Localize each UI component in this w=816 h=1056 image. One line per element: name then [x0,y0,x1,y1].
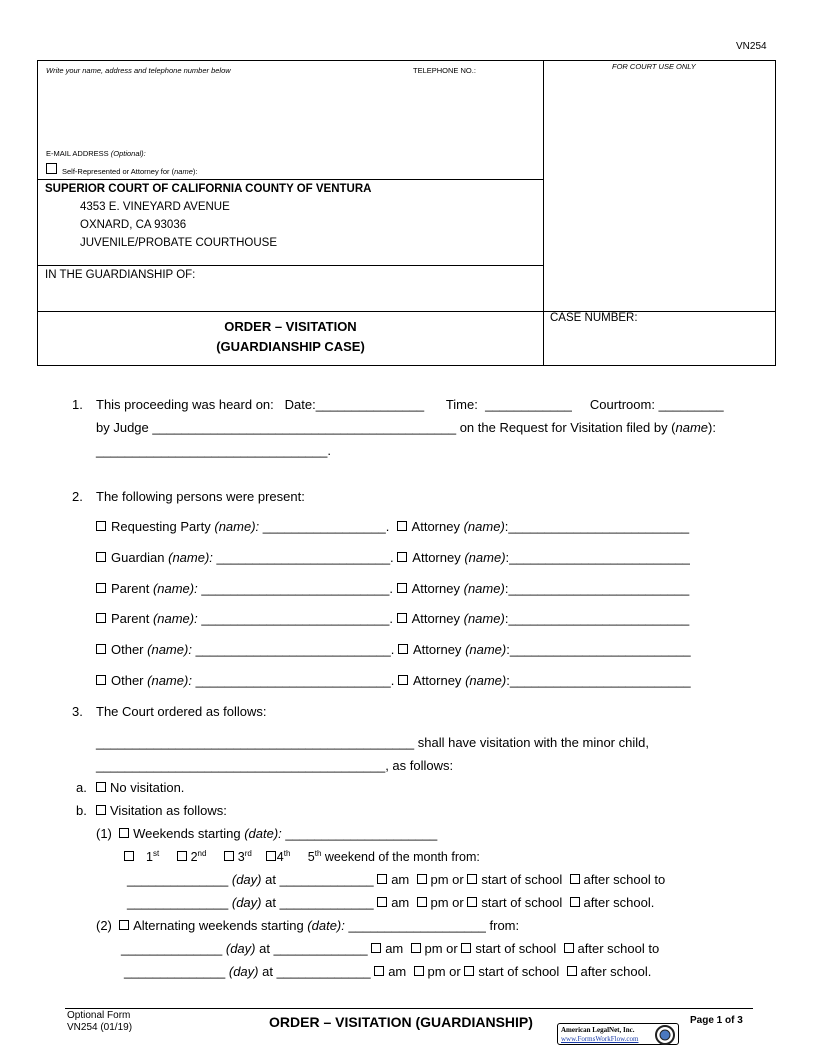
party-checkbox[interactable] [96,583,106,593]
judge-field[interactable]: __________________________________________ [152,420,457,435]
item1-number: 1. [72,397,83,412]
attorney-name-field[interactable]: _________________________ [509,550,690,565]
form-title-line2: (GUARDIANSHIP CASE) [216,339,365,354]
am-checkbox[interactable] [374,966,384,976]
footer-optional-form: Optional Form [67,1010,131,1021]
am-checkbox[interactable] [377,897,387,907]
write-name-label: Write your name, address and telephone number below [46,66,231,75]
telephone-label: TELEPHONE NO.: [413,66,476,75]
party-checkbox[interactable] [96,521,106,531]
person-row: Parent (name): __________________________. Attorney (name):_________________________ [96,581,689,596]
footer-rule [65,1008,753,1009]
visitation-line: ____________________________________________ shall have visitation with the minor child, [96,735,649,750]
courtroom-field[interactable]: _________ [658,397,724,412]
party-name-field[interactable]: __________________________. [201,581,393,596]
item1-line2: by Judge __________________________________________ on the Request for Visitation filed by (name): [96,420,716,435]
pm-checkbox[interactable] [417,874,427,884]
self-rep-checkbox[interactable] [46,163,57,174]
time-at-field[interactable]: _____________ [273,941,368,956]
schedule-row: ______________ (day) at _____________ am pm or start of school after school. [127,895,655,910]
schedule-row: ______________ (day) at _____________ am pm or start of school after school. [124,964,652,979]
time-at-field[interactable]: _____________ [279,872,374,887]
attorney-checkbox[interactable] [398,644,408,654]
time-at-field[interactable]: _____________ [279,895,374,910]
person-row: Other (name): ___________________________. Attorney (name):_________________________ [96,673,691,688]
person-row: Guardian (name): ________________________. Attorney (name):_________________________ [96,550,690,565]
fourth-weekend-checkbox[interactable] [266,851,276,861]
day-field[interactable]: ______________ [127,895,229,910]
requester-name-field[interactable]: ________________________________. [96,443,331,458]
option-b-label: b. [76,803,87,818]
visitation-checkbox[interactable] [96,805,106,815]
attorney-checkbox[interactable] [397,583,407,593]
divider [37,265,544,266]
after-school-checkbox[interactable] [567,966,577,976]
start-school-checkbox[interactable] [461,943,471,953]
weekend-number-row: 1st 2nd 3rd 4th 5th weekend of the month from: [124,849,480,864]
attorney-checkbox[interactable] [397,552,407,562]
weekends-date-field[interactable]: _____________________ [285,826,438,841]
logo-url: www.FormsWorkFlow.com [561,1035,639,1043]
party-name-field[interactable]: _________________. [262,519,390,534]
party-name-field[interactable]: ___________________________. [195,673,395,688]
schedule-row: ______________ (day) at _____________ am pm or start of school after school to [127,872,666,887]
attorney-name-field[interactable]: _________________________ [508,519,690,534]
email-label: E-MAIL ADDRESS (Optional): [46,149,146,158]
item2-number: 2. [72,489,83,504]
court-use-box [543,60,776,312]
attorney-checkbox[interactable] [398,675,408,685]
item2-text: The following persons were present: [96,489,305,504]
item1-line1: This proceeding was heard on: Date:_______________ Time: ____________ Courtroom: _________ [96,397,724,412]
schedule-row: ______________ (day) at _____________ am pm or start of school after school to [121,941,660,956]
footer-title: ORDER – VISITATION (GUARDIANSHIP) [269,1014,533,1030]
alternating-checkbox[interactable] [119,920,129,930]
am-checkbox[interactable] [377,874,387,884]
time-field[interactable]: ____________ [485,397,572,412]
person-row: Parent (name): __________________________. Attorney (name):_________________________ [96,611,689,626]
child-name-field[interactable]: ________________________________________ [96,758,386,773]
attorney-checkbox[interactable] [397,521,407,531]
first-weekend-checkbox[interactable] [124,851,134,861]
party-checkbox[interactable] [96,675,106,685]
option-a-label: a. [76,780,87,795]
footer-form-rev: VN254 (01/19) [67,1022,133,1033]
after-school-checkbox[interactable] [564,943,574,953]
party-name-field[interactable]: ________________________. [216,550,394,565]
party-checkbox[interactable] [96,552,106,562]
am-checkbox[interactable] [371,943,381,953]
logo-company: American LegalNet, Inc. [561,1026,635,1034]
address-line-3: JUVENILE/PROBATE COURTHOUSE [80,237,278,249]
date-field[interactable]: _______________ [315,397,425,412]
attorney-name-field[interactable]: _________________________ [508,581,690,596]
legalnet-logo [557,1023,679,1045]
item3-number: 3. [72,704,83,719]
attorney-name-field[interactable]: _________________________ [509,642,691,657]
form-id: VN254 [736,41,767,52]
guardianship-label: IN THE GUARDIANSHIP OF: [45,269,196,281]
after-school-checkbox[interactable] [570,897,580,907]
weekends-checkbox[interactable] [119,828,129,838]
logo-globe-icon [654,1024,676,1046]
start-school-checkbox[interactable] [464,966,474,976]
alternating-date-field[interactable]: ___________________ [348,918,486,933]
address-line-2: OXNARD, CA 93036 [80,219,187,231]
attorney-name-field[interactable]: _________________________ [508,611,690,626]
option-b: Visitation as follows: [96,803,227,818]
party-checkbox[interactable] [96,613,106,623]
child-line: ________________________________________, as follows: [96,758,454,773]
self-rep-row: Self-Represented or Attorney for (name): [46,163,198,176]
form-title-line1: ORDER – VISITATION [224,319,357,334]
start-school-checkbox[interactable] [467,897,477,907]
person-row: Other (name): ___________________________. Attorney (name):_________________________ [96,642,691,657]
weekends-row: (1) Weekends starting (date): _____________________ [96,826,438,841]
time-at-field[interactable]: _____________ [276,964,371,979]
party-checkbox[interactable] [96,644,106,654]
no-visitation-checkbox[interactable] [96,782,106,792]
court-name: SUPERIOR COURT OF CALIFORNIA COUNTY OF VENTURA [45,183,372,195]
party-name-field[interactable]: __________________________. [201,611,393,626]
alternating-row: (2) Alternating weekends starting (date): ___________________ from: [96,918,520,933]
day-field[interactable]: ______________ [127,872,229,887]
court-use-label: FOR COURT USE ONLY [612,62,696,71]
person-row: Requesting Party (name): _________________. Attorney (name):_________________________ [96,519,689,534]
divider [37,179,544,180]
address-line-1: 4353 E. VINEYARD AVENUE [80,201,230,213]
attorney-name-field[interactable]: _________________________ [509,673,691,688]
item3-text: The Court ordered as follows: [96,704,267,719]
pm-checkbox[interactable] [411,943,421,953]
footer-page: Page 1 of 3 [690,1015,743,1026]
party-name-field[interactable]: ___________________________. [195,642,395,657]
pm-checkbox[interactable] [417,897,427,907]
third-weekend-checkbox[interactable] [224,851,234,861]
day-field[interactable]: ______________ [121,941,223,956]
day-field[interactable]: ______________ [124,964,226,979]
attorney-checkbox[interactable] [397,613,407,623]
second-weekend-checkbox[interactable] [177,851,187,861]
case-number-label: CASE NUMBER: [550,312,638,324]
option-a: No visitation. [96,780,184,795]
visitor-name-field[interactable]: ____________________________________________ [96,735,415,750]
after-school-checkbox[interactable] [570,874,580,884]
start-school-checkbox[interactable] [467,874,477,884]
pm-checkbox[interactable] [414,966,424,976]
